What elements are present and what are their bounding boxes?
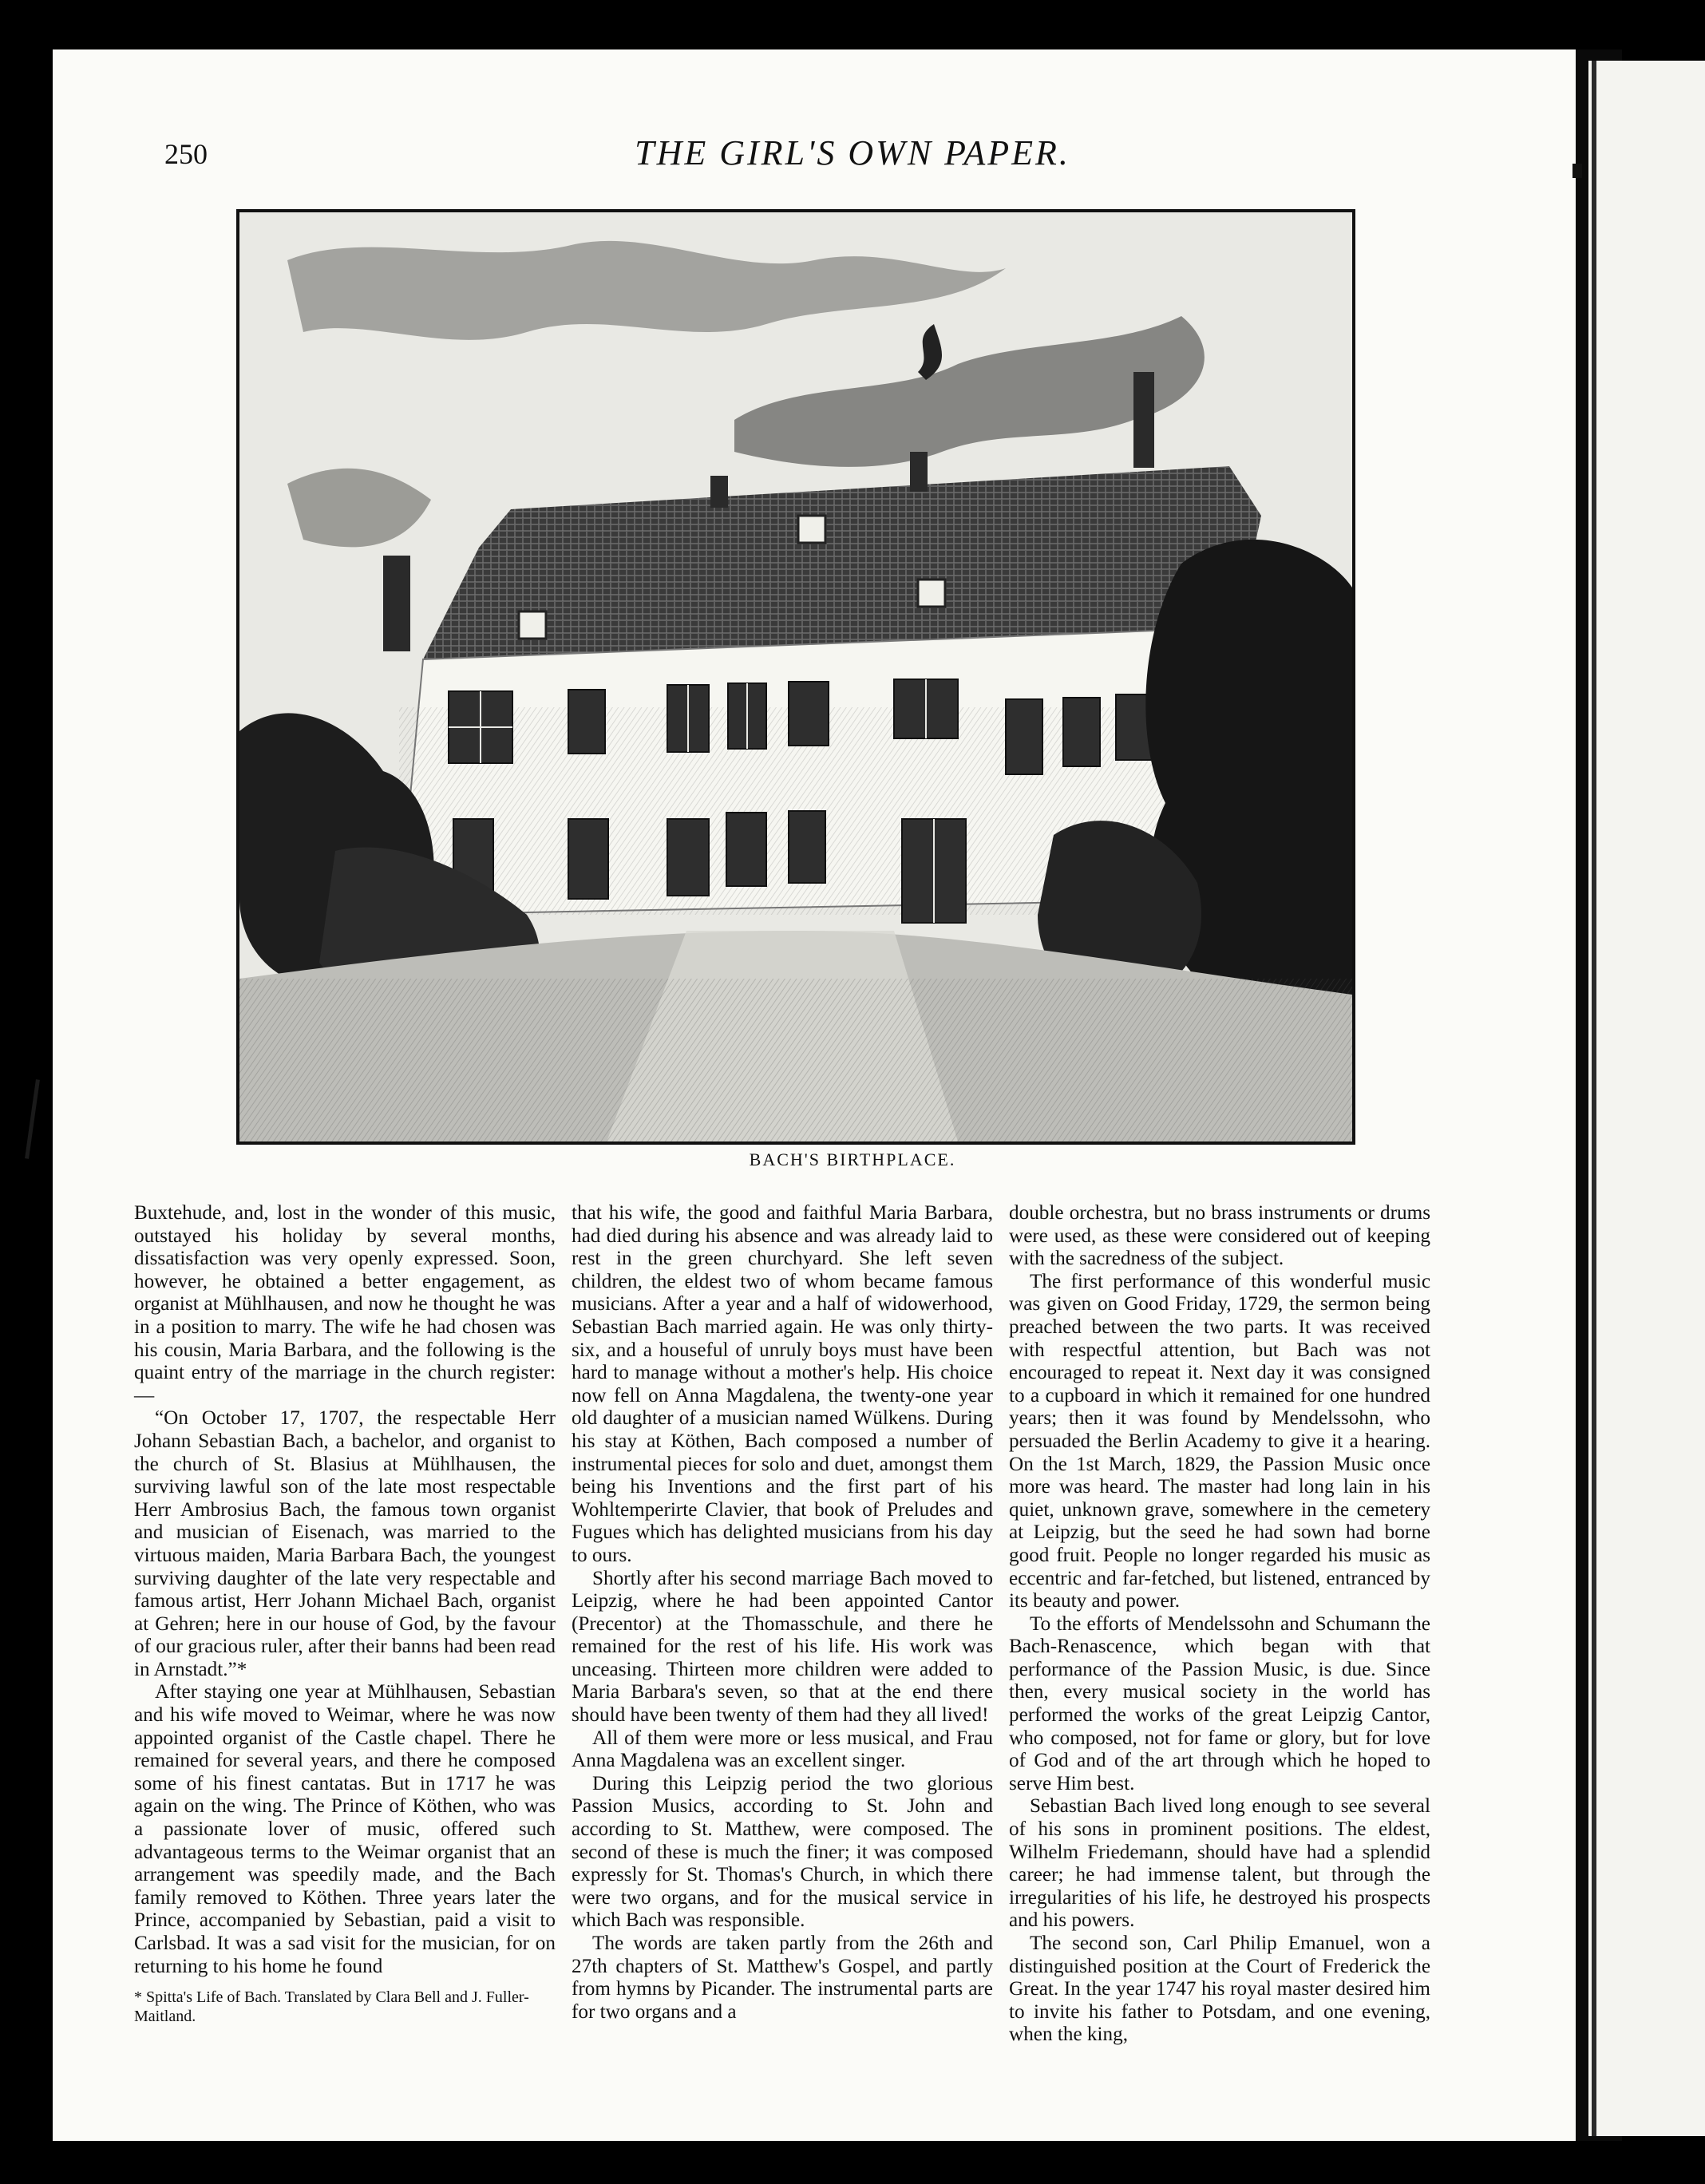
paragraph: The first performance of this wonderful music was given on Good Friday, 1729, the sermon being preached between the two parts. It was received with respectful attention, but Bach was not encouraged to repeat it. Next day it was consigned to a cupboard in which it remained for one hundred years; then it was found by Mendelssohn, who persuaded the Berlin Academy to give it a hearing. On the 1st March, 1829, the Passion Music once more was heard. The master had long lain in his quiet, unknown grave, somewhere in the cemetery at Leipzig, but the seed he had sown had borne good fruit. People no longer regarded his music as eccentric and far-fetched, but listened, entranced by its beauty and power. (1009, 1270, 1430, 1612)
paragraph: “On October 17, 1707, the respectable Herr Johann Sebastian Bach, a bachelor, and organist to the church of St. Blasius at Mühlhausen, the surviving lawful son of the late most respectable Herr Ambrosius Bach, the famous town organist and musician of Eisenach, was married to the virtuous maiden, Maria Barbara Bach, the youngest surviving daughter of the late very respectable and famous artist, Herr Johann Michael Bach, organist at Gehren; here in our house of God, by the favour of our gracious ruler, after their banns had been read in Arnstadt.”* (134, 1407, 556, 1680)
page-number: 250 (164, 138, 208, 170)
figure-caption: BACH'S BIRTHPLACE. (749, 1149, 956, 1169)
margin-mark (25, 1079, 40, 1159)
paragraph: All of them were more or less musical, and Frau Anna Magdalena was an excellent singer. (572, 1727, 993, 1772)
house-engraving (239, 212, 1352, 1141)
paragraph: After staying one year at Mühlhausen, Sebastian and his wife moved to Weimar, where he was now appointed organist of the Castle chapel. There he remained for several years, and there he composed some of his finest cantatas. But in 1717 he was again on the wing. The Prince of Köthen, who was a passionate lover of music, offered such advantageous terms to the Weimar organist that an arrangement was speedily made, and the Bach family removed to Köthen. Three years later the Prince, accompanied by Sebastian, paid a visit to Carlsbad. It was a sad visit for the musician, for on returning to his home he found (134, 1681, 556, 1977)
paragraph: double orchestra, but no brass instruments or drums were used, as these were considered out of keeping with the sacredness of the subject. (1009, 1202, 1430, 1270)
paragraph: that his wife, the good and faithful Maria Barbara, had died during his absence and was already laid to rest in the green churchyard. She left seven children, the eldest two of whom became famous musicians. After a year and a half of widowerhood, Sebastian Bach married again. He was only thirty-six, and a houseful of unruly boys must have been hard to manage without a mother's help. His choice now fell on Anna Magdalena, the twenty-one year old daughter of a musician named Wülkens. During his stay at Köthen, Bach composed a number of instrumental pieces for solo and duet, amongst them being his Inventions and the first part of his Wohltemperirte Clavier, that book of Preludes and Fugues which has delighted musicians from his day to ours. (572, 1202, 993, 1566)
paragraph: Shortly after his second marriage Bach moved to Leipzig, where he had been appointed Cantor (Precentor) at the Thomasschule, and there he remained for the rest of his life. His work was unceasing. Thirteen more children were added to Maria Barbara's seven, so that at the end there should have been twenty of them had they all lived! (572, 1567, 993, 1727)
running-title: THE GIRL'S OWN PAPER. (635, 133, 1070, 172)
text-column-2 (572, 1202, 993, 2024)
illustration-bachs-birthplace (236, 209, 1355, 1145)
paragraph: Buxtehude, and, lost in the wonder of this music, outstayed his holiday by several months, dissatisfaction was very openly expressed. Soon, however, he obtained a better engagement, as organist at Mühlhausen, and now he thought he was in a position to marry. The wife he had chosen was his cousin, Maria Barbara, and the following is the quaint entry of the marriage in the church register:— (134, 1202, 556, 1407)
text-column-3 (1009, 1202, 1430, 2047)
paragraph: During this Leipzig period the two glorious Passion Musics, according to St. John and according to St. Matthew, were composed. The second of these is much the finer; it was composed expressly for St. Thomas's Church, in which there were two organs, and for the musical service in which Bach was responsible. (572, 1772, 993, 1932)
paragraph: The words are taken partly from the 26th and 27th chapters of St. Matthew's Gospel, and partly from hymns by Picander. The instrumental parts are for two organs and a (572, 1933, 993, 2023)
footnote: * Spitta's Life of Bach. Translated by Clara Bell and J. Fuller-Maitland. (134, 1988, 529, 2025)
text-column-1 (134, 1202, 556, 1978)
paragraph: To the efforts of Mendelssohn and Schumann the Bach-Renascence, which began with that performance of the Passion Music, is due. Since then, every musical society in the world has performed the works of the great Leipzig Cantor, who composed, not for fame or glory, but for love of God and of the art through which he hoped to serve Him best. (1009, 1612, 1430, 1794)
paragraph: The second son, Carl Philip Emanuel, won a distinguished position at the Court of Frederick the Great. In the year 1747 his royal master desired him to invite his father to Potsdam, and one evening, when the king, (1009, 1933, 1430, 2046)
paragraph: Sebastian Bach lived long enough to see several of his sons in prominent positions. The eldest, Wilhelm Friedemann, should have had a splendid career; he had immense talent, but through the irregularities of his life, he destroyed his prospects and his powers. (1009, 1795, 1430, 1932)
adjacent-page-edge (1588, 61, 1705, 2136)
